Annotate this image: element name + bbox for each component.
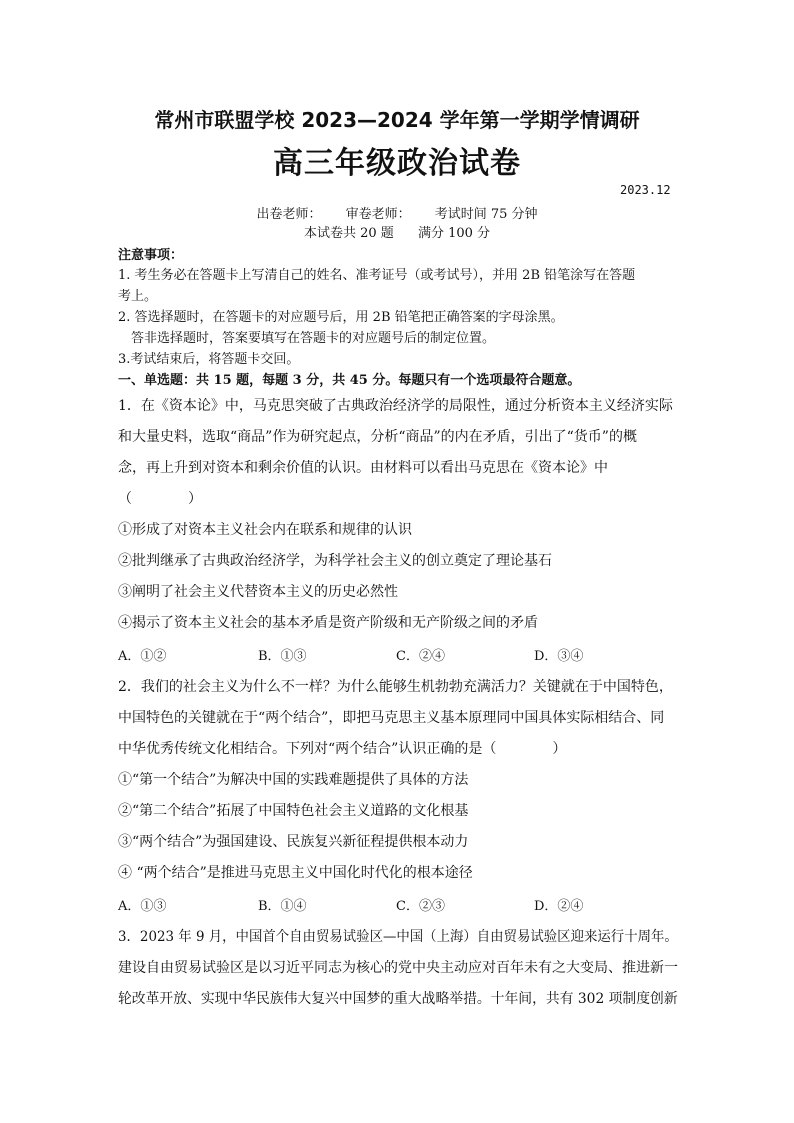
statement-item: ②“第二个结合”拓展了中国特色社会主义道路的文化根基 [118,803,469,819]
option-c: C．②④ [396,649,445,664]
statement-item: ③“两个结合”为强国建设、民族复兴新征程提供根本动力 [118,834,469,850]
question-line: 念，再上升到对资本和剩余价值的认识。由材料可以看出马克思在《资本论》中 [118,460,608,476]
option-d: D．③④ [534,649,584,664]
notes-line: 3.考试结束后，将答题卡交回。 [118,352,300,367]
option-b: B．①④ [258,899,307,914]
question-line: 建设自由贸易试验区是以习近平同志为核心的党中央主动应对百年未有之大变局、推进新一 [118,960,678,976]
option-a: A．①② [118,649,167,664]
question-line: 2．我们的社会主义为什么不一样？为什么能够生机勃勃充满活力？关键就在于中国特色， [118,679,673,695]
notes-line: 2. 答选择题时，在答题卡的对应题号后，用 2B 铅笔把正确答案的字母涂黑。 [118,310,564,325]
exam-date: 2023.12 [620,183,671,197]
question-line: 1．在《资本论》中，马克思突破了古典政治经济学的局限性，通过分析资本主义经济实际 [118,398,673,414]
question-line: 3．2023 年 9 月，中国首个自由贸易试验区—中国（上海）自由贸易试验区迎来运行十周年。 [118,929,678,945]
statement-item: ④揭示了资本主义社会的基本矛盾是资产阶级和无产阶级之间的矛盾 [118,615,538,631]
setter-label: 出卷老师： [256,207,322,222]
answer-bracket: （ ） [118,491,202,507]
statement-item: ①形成了对资本主义社会内在联系和规律的认识 [118,522,412,538]
question-line: 中华优秀传统文化相结合。下列对“两个结合”认识正确的是（ ） [118,741,567,757]
option-c: C．②③ [396,899,445,914]
exam-title-subject: 高三年级政治试卷 [273,146,521,181]
option-d: D．②④ [534,899,584,914]
exam-duration: 考试时间 75 分钟 [434,207,538,222]
notes-line: 1. 考生务必在答题卡上写清自己的姓名、准考证号（或考试号），并用 2B 铅笔涂写在答题 [118,268,636,283]
exam-meta-line-1 [0,203,794,222]
exam-meta-line-2 [0,222,794,241]
statement-item: ①“第一个结合”为解决中国的实践难题提供了具体的方法 [118,772,469,788]
notes-line: 考上。 [118,289,158,304]
statement-item: ④ “两个结合”是推进马克思主义中国化时代化的根本途径 [118,865,473,881]
exam-title-school: 常州市联盟学校 2023—2024 学年第一学期学情调研 [154,108,640,132]
statement-item: ②批判继承了古典政治经济学，为科学社会主义的创立奠定了理论基石 [118,553,552,569]
option-a: A．①③ [118,899,167,914]
reviewer-label: 审卷老师： [345,207,411,222]
section-heading: 一、单选题：共 15 题，每题 3 分，共 45 分。每题只有一个选项最符合题意。 [118,373,581,388]
question-count: 本试卷共 20 题 [303,226,394,241]
statement-item: ③阐明了社会主义代替资本主义的历史必然性 [118,584,398,600]
total-score: 满分 100 分 [417,226,491,241]
notes-heading: 注意事项： [118,248,184,263]
question-line: 和大量史料，选取“商品”作为研究起点，分析“商品”的内在矛盾，引出了“货币”的概 [118,429,637,445]
option-b: B．①③ [258,649,307,664]
notes-line: 答非选择题时，答案要填写在答题卡的对应题号后的制定位置。 [118,331,496,346]
question-line: 轮改革开放、实现中华民族伟大复兴中国梦的重大战略举措。十年间，共有 302 项制度创新 [118,991,678,1007]
question-line: 中国特色的关键就在于“两个结合”，即把马克思主义基本原理同中国具体实际相结合、同 [118,710,665,726]
